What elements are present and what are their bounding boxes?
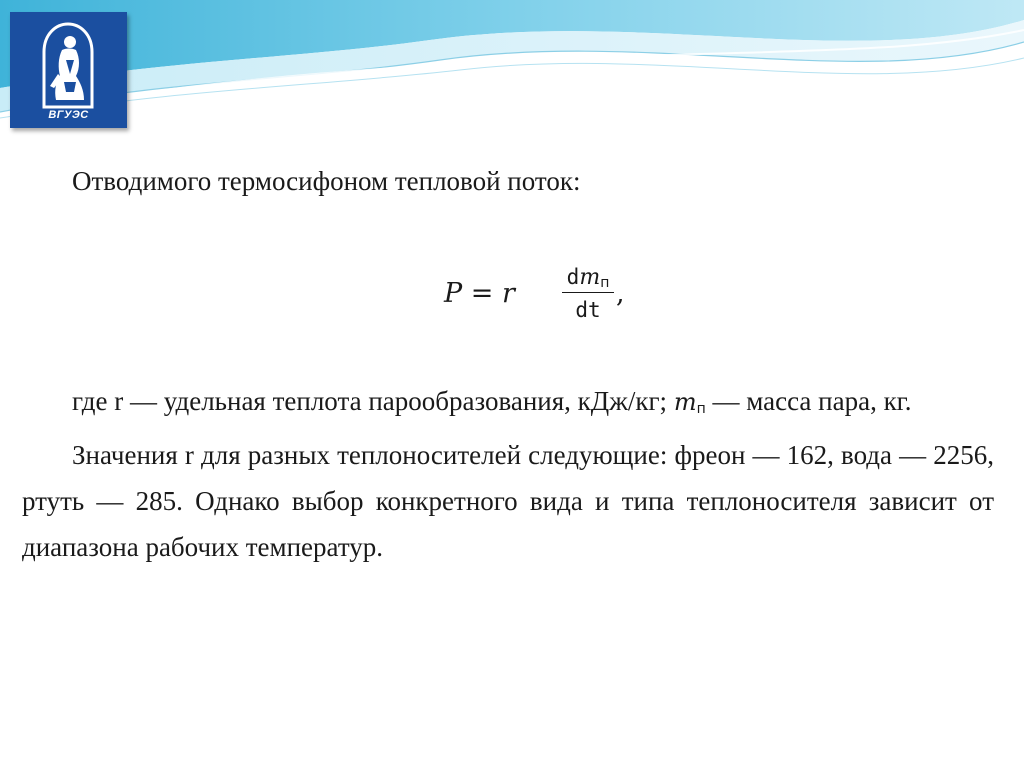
university-logo [10,12,127,128]
intro-text: Отводимого термосифоном тепловой поток: [72,166,581,196]
definitions-subscript: п [696,401,706,417]
numerator-d: d [566,265,580,289]
formula-p: P [444,278,463,309]
formula-equals: = [470,278,494,309]
definitions-m: m [673,388,697,416]
numerator-m: m [579,265,601,290]
formula-fraction [562,262,614,327]
formula-left-side [444,278,515,309]
fraction-denominator: dt [575,298,601,322]
intro-block [22,158,994,204]
definitions-text-end: — масса пара, кг. [705,386,912,416]
definitions-text-start: где r — удельная теплота парообразования, кДж/кг; [72,386,674,416]
header-wave-decoration [0,0,1024,140]
formula-comma: , [616,278,625,309]
logo-text: ВГУЭС [48,109,89,121]
numerator-subscript: п [600,275,610,291]
body-text [22,378,994,570]
fraction-numerator [562,262,614,293]
paragraph-values: Значения r для разных теплоносителей следующие: фреон — 162, вода — 2256, ртуть — 285. Однако выбор конкретного вида и типа теплоносителя зависит от диапазона рабочих температур. [22,440,994,562]
formula-r: r [501,278,515,309]
paragraph-definitions [22,378,994,432]
